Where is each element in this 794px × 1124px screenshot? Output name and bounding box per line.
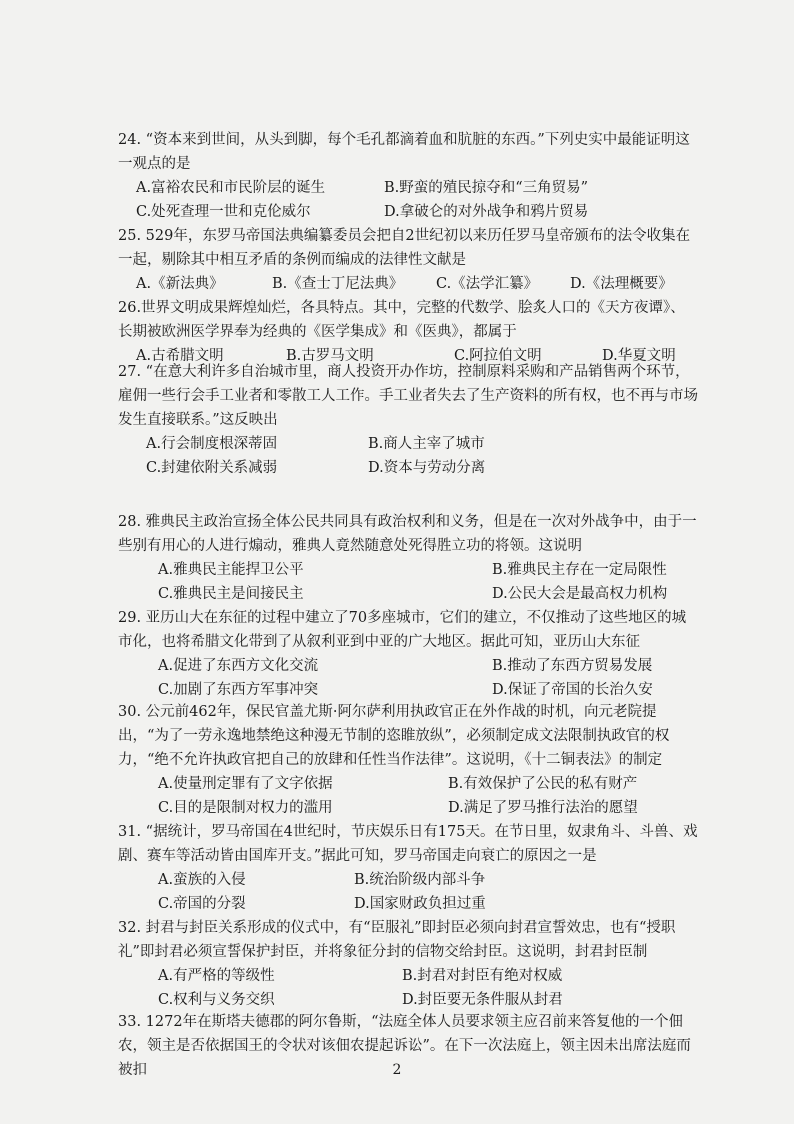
option-c: C.帝国的分裂: [158, 896, 246, 912]
option-a: A.《新法典》: [136, 276, 224, 292]
option-b: B.《查士丁尼法典》: [272, 276, 404, 292]
question-stem: 29. 亚历山大在东征的过程中建立了70多座城市，它们的建立，不仅推动了这些地区的城市化，也将希腊文化带到了从叙利亚到中亚的广大地区。据此可知，亚历山大东征: [118, 610, 687, 650]
question-options: [118, 200, 698, 224]
question-24: [118, 128, 698, 224]
question-26: [118, 296, 698, 368]
option-b: B.推动了东西方贸易发展: [492, 658, 653, 674]
option-b: B.统治阶级内部斗争: [354, 872, 486, 888]
option-a: A.蛮族的入侵: [158, 872, 246, 888]
question-options: [118, 582, 698, 606]
question-options: [118, 796, 698, 820]
option-a: A.使量刑定罪有了文字依据: [158, 776, 333, 792]
option-d: D.《法理概要》: [570, 276, 673, 292]
question-options: [118, 678, 698, 702]
question-stem: 26.世界文明成果辉煌灿烂，各具特点。其中，完整的代数学、脍炙人口的《天方夜谭》、长期被欧洲医学界奉为经典的《医学集成》和《医典》，都属于: [118, 300, 685, 340]
question-stem: 33. 1272年在斯塔夫德郡的阿尔鲁斯，“法庭全体人员要求领主应召前来答复他的一个佃农，领主是否依据国王的令状对该佃农提起诉讼”。在下一次法庭上，领主因未出席法庭而被扣: [118, 1014, 691, 1078]
option-a: A.有严格的等级性: [158, 968, 275, 984]
option-a: A.古希腊文明: [136, 348, 224, 364]
question-options: [118, 772, 698, 796]
option-b: B.商人主宰了城市: [368, 436, 485, 452]
option-a: A.行会制度根深蒂固: [146, 436, 278, 452]
question-stem: 30. 公元前462年，保民官盖尤斯·阿尔萨利用执政官正在外作战的时机，向元老院提出，“为了一劳永逸地禁绝这种漫无节制的恣睢放纵”，必须制定成文法限制执政官的权力，“绝不允许执政官把自己的放肆和任性当作法律”。这说明，《十二铜表法》的制定: [118, 704, 670, 768]
option-a: A.雅典民主能捍卫公平: [158, 562, 304, 578]
question-options: [118, 654, 698, 678]
option-b: B.古罗马文明: [286, 348, 374, 364]
question-options: [118, 176, 698, 200]
question-options: [118, 868, 698, 892]
option-d: D.封臣要无条件服从封君: [402, 992, 563, 1008]
option-c: C.雅典民主是间接民主: [158, 586, 304, 602]
option-c: C.《法学汇纂》: [436, 276, 539, 292]
question-27: [118, 360, 698, 480]
option-a: A.促进了东西方文化交流: [158, 658, 319, 674]
question-31: [118, 820, 698, 916]
option-d: D.资本与劳动分离: [368, 460, 486, 476]
option-d: D.保证了帝国的长治久安: [492, 682, 653, 698]
option-b: B.雅典民主存在一定局限性: [492, 562, 667, 578]
option-a: A.富裕农民和市民阶层的诞生: [136, 180, 326, 196]
question-stem: 32. 封君与封臣关系形成的仪式中，有“臣服礼”即封臣必须向封君宣誓效忠，也有“授职礼”即封君必须宣誓保护封臣，并将象征分封的信物交给封臣。这说明，封君封臣制: [118, 920, 676, 960]
option-b: B.有效保护了公民的私有财产: [448, 776, 638, 792]
option-c: C.加剧了东西方军事冲突: [158, 682, 319, 698]
question-stem: 27. “在意大利许多自治城市里，商人投资开办作坊，控制原料采购和产品销售两个环节，雇佣一些行会手工业者和零散工人工作。手工业者失去了生产资料的所有权，也不再与市场发生直接联系。”这反映出: [118, 364, 698, 428]
question-stem: 31. “据统计，罗马帝国在4世纪时，节庆娱乐日有175天。在节日里，奴隶角斗、斗兽、戏剧、赛车等活动皆由国库开支。”据此可知，罗马帝国走向衰亡的原因之一是: [118, 824, 698, 864]
question-stem: 28. 雅典民主政治宣扬全体公民共同具有政治权利和义务，但是在一次对外战争中，由于一些别有用心的人进行煽动，雅典人竟然随意处死得胜立功的将领。这说明: [118, 514, 697, 554]
question-options: [118, 892, 698, 916]
option-c: C.封建依附关系减弱: [146, 460, 278, 476]
option-b: B.封君对封臣有绝对权威: [402, 968, 563, 984]
question-25: [118, 224, 698, 296]
option-c: C.目的是限制对权力的滥用: [158, 800, 333, 816]
option-d: D.满足了罗马推行法治的愿望: [448, 800, 638, 816]
option-c: C.阿拉伯文明: [454, 348, 542, 364]
option-d: D.拿破仑的对外战争和鸦片贸易: [384, 204, 589, 220]
option-d: D.华夏文明: [602, 348, 676, 364]
question-options: [118, 558, 698, 582]
question-stem: 25. 529年，东罗马帝国法典编纂委员会把自2世纪初以来历任罗马皇帝颁布的法令收集在一起，剔除其中相互矛盾的条例而编成的法律性文献是: [118, 228, 691, 268]
question-options: [118, 964, 698, 988]
question-28: [118, 510, 698, 606]
option-b: B.野蛮的殖民掠夺和“三角贸易”: [384, 180, 589, 196]
question-32: [118, 916, 698, 1012]
page-number: 2: [392, 1062, 402, 1078]
option-d: D.公民大会是最高权力机构: [492, 586, 668, 602]
option-d: D.国家财政负担过重: [354, 896, 486, 912]
question-29: [118, 606, 698, 702]
question-options: [118, 432, 698, 456]
question-30: [118, 700, 698, 820]
question-options: [118, 272, 698, 296]
question-stem: 24. “资本来到世间，从头到脚，每个毛孔都滴着血和肮脏的东西。”下列史实中最能证明这一观点的是: [118, 132, 690, 172]
option-c: C.处死查理一世和克伦威尔: [136, 204, 311, 220]
option-c: C.权利与义务交织: [158, 992, 275, 1008]
question-options: [118, 456, 698, 480]
question-options: [118, 988, 698, 1012]
